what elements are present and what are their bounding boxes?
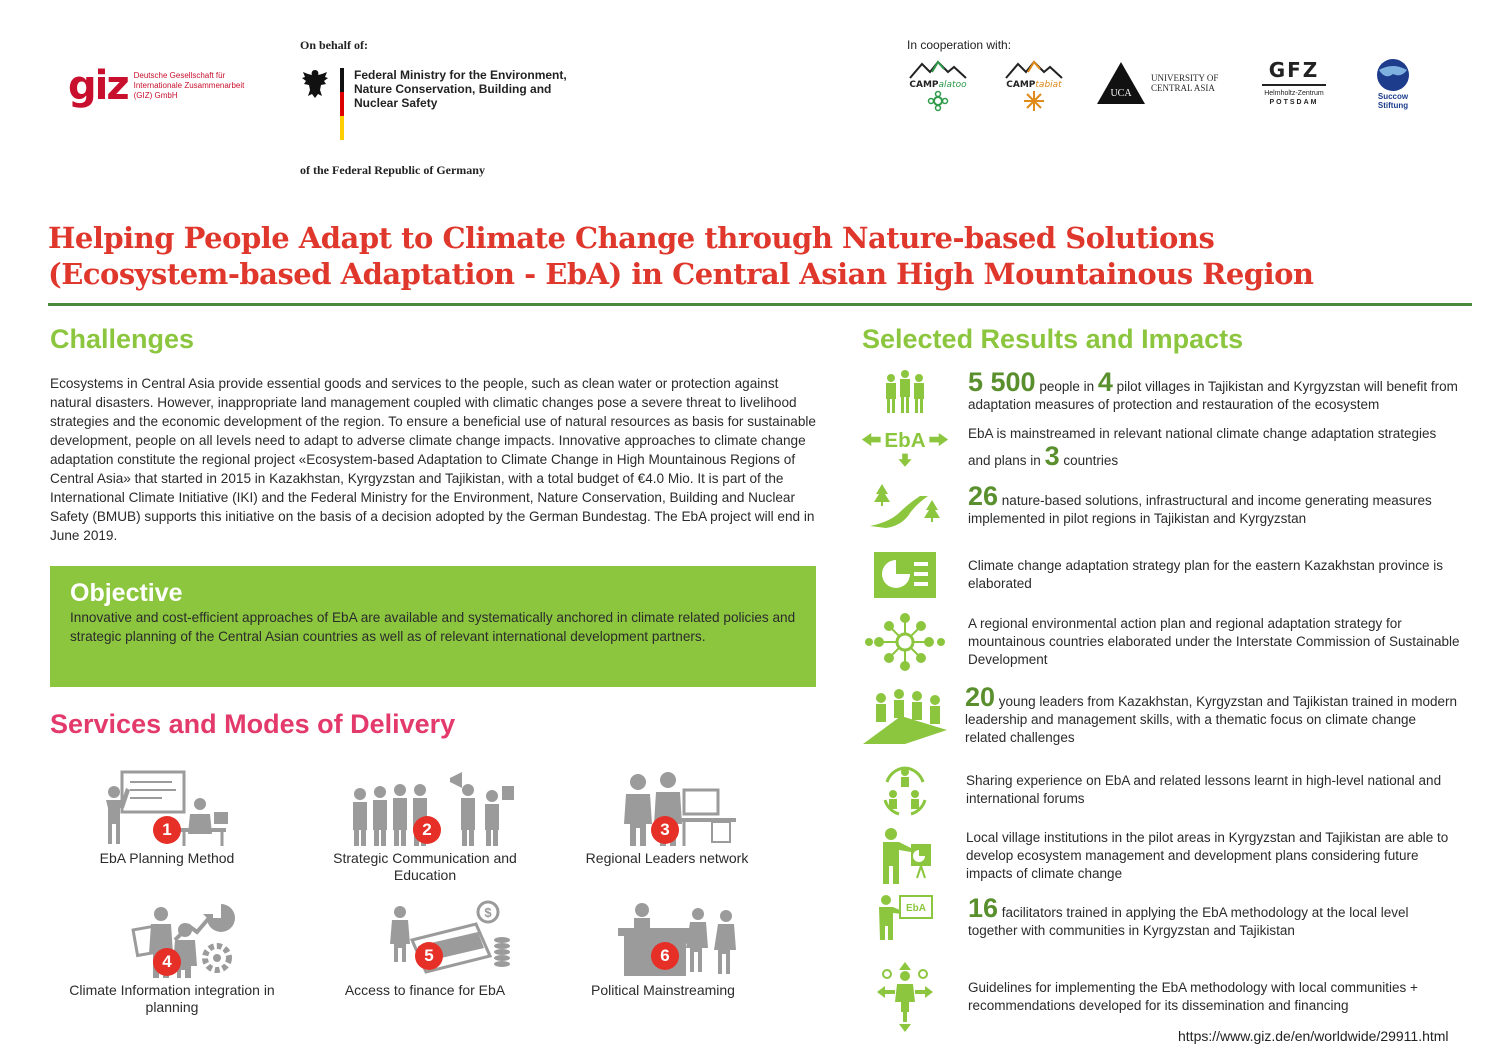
camp-tabiat-word-a: CAMP: [1006, 80, 1036, 90]
service-label-5: Access to finance for EbA: [344, 982, 506, 998]
gfz-sub1: Helmholtz-Zentrum: [1264, 90, 1324, 97]
gfz-sub2: POTSDAM: [1269, 99, 1319, 106]
result-number-5500: 5 500: [968, 366, 1036, 397]
nature-road-trees-icon: [870, 482, 940, 528]
result-number-16: 16: [968, 892, 999, 923]
result-text-2b: countries: [1059, 452, 1119, 468]
giz-logo-word: giz: [68, 63, 128, 109]
eba-arrows-icon: [860, 424, 950, 470]
result-number-4: 4: [1097, 366, 1113, 397]
cooperation-label: In cooperation with:: [907, 38, 1012, 52]
ornament-icon: [927, 90, 949, 112]
result-text-1a: people in: [1035, 378, 1098, 394]
result-text-3: [950, 480, 1460, 528]
result-item-9: [860, 892, 1460, 942]
uca-mountain-icon: [1097, 62, 1145, 104]
result-number-3: 3: [1044, 440, 1060, 471]
federal-eagle-icon: [300, 68, 330, 100]
result-text-10: Guidelines for implementing the EbA methodology with local communities + recommendations developed for its dissemination and financing: [968, 980, 1418, 1013]
uca-mark-text: UCA: [1110, 88, 1132, 99]
service-item-3: [552, 768, 782, 867]
service-number-1: 1: [153, 816, 181, 844]
result-text-9: [950, 892, 1460, 940]
service-number-3: 3: [651, 816, 679, 844]
eba-board-text: EbA: [906, 903, 926, 914]
result-item-7: [860, 762, 1460, 818]
giz-logo: [68, 63, 252, 109]
uca-logo: [1097, 62, 1241, 104]
result-item-8: [860, 826, 1460, 886]
network-nodes-icon: [865, 612, 945, 672]
result-text-6a: young leaders from Kazakhstan, Kyrgyzstan and Tajikistan trained in modern leadership and management skills, with a thematic focus on climate change related challenges: [965, 694, 1458, 745]
uca-name: UNIVERSITY OF CENTRAL ASIA: [1151, 73, 1219, 93]
objective-heading: Objective: [70, 579, 183, 607]
german-flag-bar: [340, 68, 344, 140]
people-group-icon: [883, 368, 927, 414]
title-line-2: (Ecosystem-based Adaptation - EbA) in Central Asian High Mountainous Region: [48, 257, 1314, 291]
result-item-6: [860, 684, 1460, 747]
succow-name: Succow Stiftung: [1377, 92, 1409, 110]
service-number-4: 4: [153, 948, 181, 976]
result-text-6: [950, 684, 1460, 747]
gfz-logo: [1262, 60, 1326, 107]
objective-box: [50, 566, 816, 687]
title-divider: [48, 303, 1472, 306]
camp-tabiat-logo: [1004, 58, 1064, 112]
result-text-5: A regional environmental action plan and regional adaptation strategy for mountainous countries elaborated under the Interstate Commission of Sustainable Development: [968, 616, 1460, 667]
result-text-1: [950, 366, 1460, 414]
results-heading: Selected Results and Impacts: [862, 324, 1244, 354]
service-label-2: Strategic Communication and Education: [333, 850, 517, 883]
result-text-9a: facilitators trained in applying the EbA methodology at the local level together with communities in Kyrgyzstan and Tajikistan: [968, 904, 1409, 938]
eba-icon-text: EbA: [884, 429, 926, 452]
result-item-4: [860, 552, 1460, 598]
mountain-icon: [1004, 58, 1064, 80]
service-item-4: [57, 900, 287, 1016]
guidelines-compass-icon: [877, 962, 933, 1032]
result-item-3: [860, 482, 1460, 528]
services-heading: Services and Modes of Delivery: [50, 709, 456, 739]
facilitator-board-icon: [876, 892, 934, 942]
result-item-1: [860, 368, 1460, 414]
result-text-3a: nature-based solutions, infrastructural and income generating measures implemented in pilot regions in Tajikistan and Kyrgyzstan: [968, 492, 1432, 526]
challenges-heading: Challenges: [50, 324, 195, 354]
camp-alatoo-word-a: CAMP: [909, 80, 939, 90]
ministry-name: Federal Ministry for the Environment, Nature Conservation, Building and Nuclear Safety: [354, 68, 567, 110]
service-number-5: 5: [415, 942, 443, 970]
svg-text:$: $: [484, 905, 492, 920]
result-text-7: Sharing experience on EbA and related lessons learnt in high-level national and international forums: [966, 773, 1442, 806]
result-item-2: [860, 424, 1460, 470]
result-text-4: Climate change adaptation strategy plan for the eastern Kazakhstan province is elaborated: [968, 558, 1444, 591]
snowflake-icon: [1023, 90, 1045, 112]
page-title: [48, 220, 1468, 292]
result-item-10: [860, 962, 1460, 1032]
footer-url[interactable]: https://www.giz.de/en/worldwide/29911.html: [1178, 1028, 1449, 1044]
service-label-4: Climate Information integration in planning: [69, 982, 275, 1015]
title-line-1: Helping People Adapt to Climate Change through Nature-based Solutions: [48, 221, 1215, 255]
camp-tabiat-word-b: tabiat: [1035, 80, 1062, 90]
result-number-20: 20: [965, 682, 996, 712]
result-text-2a: EbA is mainstreamed in relevant national climate change adaptation strategies and plans in: [968, 425, 1437, 468]
service-item-1: [52, 768, 282, 867]
young-leaders-icon: [861, 686, 949, 746]
on-behalf-label: On behalf of:: [300, 38, 369, 52]
service-number-2: 2: [413, 816, 441, 844]
service-label-1: EbA Planning Method: [99, 850, 235, 866]
camp-alatoo-logo: [908, 58, 968, 112]
gfz-word: GFZ: [1268, 58, 1320, 82]
succow-logo: [1368, 58, 1418, 110]
service-item-2: [310, 768, 540, 884]
service-label-6: Political Mainstreaming: [591, 982, 735, 998]
result-text-2: [950, 425, 1460, 470]
service-item-6: [548, 900, 778, 999]
service-label-3: Regional Leaders network: [585, 850, 749, 866]
republic-label: of the Federal Republic of Germany: [300, 163, 485, 177]
camp-alatoo-word-b: alatoo: [938, 80, 967, 90]
result-text-8: Local village institutions in the pilot areas in Kyrgyzstan and Tajikistan are able to develop ecosystem management and development plans considering future impacts of climate change: [966, 830, 1449, 881]
village-presentation-icon: [877, 826, 933, 886]
giz-subtitle: Deutsche Gesellschaft für Internationale Zusammenarbeit (GIZ) GmbH: [133, 71, 245, 100]
result-text-1b: pilot villages in Tajikistan and Kyrgyzstan will benefit from adaptation measures of protection and restauration of the ecosystem: [968, 378, 1458, 412]
sharing-experience-icon: [877, 762, 933, 818]
ministry-logo: [300, 68, 594, 140]
challenges-body: Ecosystems in Central Asia provide essential goods and services to the people, such as clean water or protection against natural disasters. However, inappropriate land management coupled with climatic changes pose a severe threat to livelihood strategies and the economic development of the region. To ensure a beneficial use of natural resources as basis for sustainable development, people on all levels need to adapt to adverse climate change impacts. Innovative approaches to climate change adaptation constitute the regional project «Ecosystem-based Adaptation to Climate Change in High Mountainous Regions of Central Asia» that started in 2015 in Kazakhstan, Kyrgyzstan and Tajikistan, with a total budget of €4.0 Mio. It is part of the International Climate Initiative (IKI) and the Federal Ministry for the Environment, Nature Conservation, Building and Nuclear Safety (BMUB) supports this initiative on the basis of a decision adopted by the German Bundestag. The EbA project will end in June 2019.: [50, 376, 816, 543]
result-number-26: 26: [968, 480, 999, 511]
objective-body: Innovative and cost-efficient approaches of EbA are available and systematically anchored in climate related policies and strategic planning of the Central Asian countries as well as of relevant international development partners.: [70, 610, 796, 644]
mountain-icon: [908, 58, 968, 80]
result-item-5: [860, 612, 1460, 672]
globe-icon: [1371, 58, 1415, 92]
strategy-plan-chart-icon: [874, 552, 936, 598]
service-number-6: 6: [651, 942, 679, 970]
service-item-5: [310, 900, 540, 999]
